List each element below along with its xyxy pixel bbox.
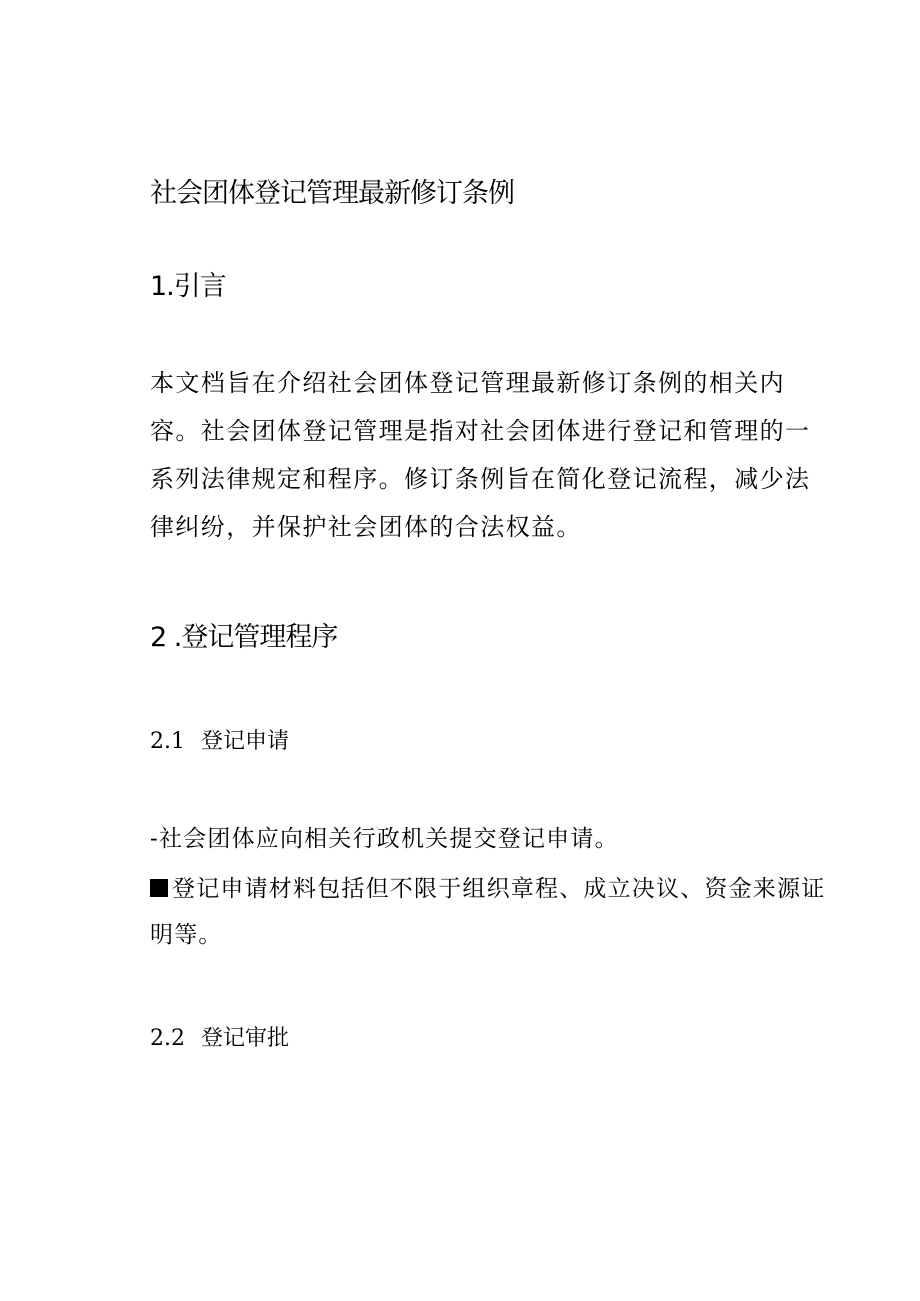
document-title: 社会团体登记管理最新修订条例 xyxy=(150,178,514,209)
subsection-number: 2.1 xyxy=(150,729,185,754)
subsection-title: 登记审批 xyxy=(201,1026,290,1051)
subsection-heading-2-1 xyxy=(150,726,289,758)
list-item: -社会团体应向相关行政机关提交登记申请。 xyxy=(150,826,619,852)
section-heading-registration-procedure: 2 .登记管理程序 xyxy=(150,622,338,653)
subsection-heading-2-2 xyxy=(150,1023,289,1055)
subsection-title: 登记申请 xyxy=(201,729,290,754)
square-bullet-icon xyxy=(150,879,168,897)
section-heading-introduction: 1.引言 xyxy=(150,271,226,302)
introduction-paragraph: 本文档旨在介绍社会团体登记管理最新修订条例的相关内容。社会团体登记管理是指对社会团体进行登记和管理的一系列法律规定和程序。修订条例旨在简化登记流程，减少法律纠纷，并保护社会团体的合法权益。 xyxy=(150,369,811,541)
list-item-text: 登记申请材料包括但不限于组织章程、成立决议、资金来源证明等。 xyxy=(150,876,826,948)
subsection-number: 2.2 xyxy=(150,1026,185,1051)
list-item xyxy=(150,866,830,958)
